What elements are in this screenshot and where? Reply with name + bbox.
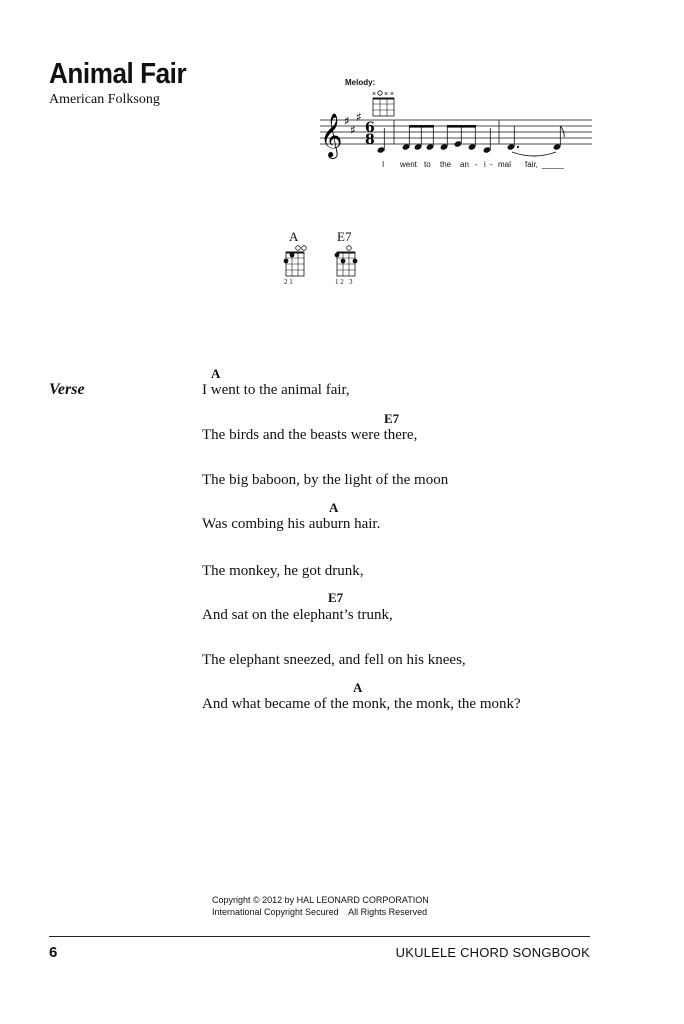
lyric-syllable: - [475,160,478,169]
lyric-line: The monkey, he got drunk, [202,563,364,579]
lyric-syllable: fair, [525,160,538,169]
page-number: 6 [49,944,58,961]
chord-diagram-name: A [289,229,299,244]
chord-fingering: 2 1 [284,278,293,286]
lyric-syllable: mal [498,160,511,169]
svg-text:×: × [384,91,389,98]
chord-symbol: A [353,680,363,695]
string-marks [372,91,394,98]
chord-diagram-name: E7 [337,229,352,244]
lyric-line: The birds and the beasts were there, [202,427,418,443]
melody-label: Melody: [345,78,376,87]
lyric-line: The elephant sneezed, and fell on his knees, [202,652,466,668]
key-signature [344,110,362,137]
chord-symbol: A [211,366,221,381]
lyric-syllable: went [400,160,417,169]
lyric-line: The big baboon, by the light of the moon [202,472,449,488]
svg-text:♯: ♯ [350,123,356,137]
lyric-syllable: - [490,160,493,169]
svg-text:8: 8 [365,132,375,148]
footer-divider [49,936,590,937]
chord-symbol: A [329,500,339,515]
svg-text:×: × [372,91,377,98]
lyric-syllable: an [460,160,469,169]
lyric-syllable: _____ [542,160,565,169]
lyric-line: And what became of the monk, the monk, the monk? [202,696,521,712]
lyric-line: Was combing his auburn hair. [202,516,381,532]
lyric-syllable: i [484,160,486,169]
song-subtitle: American Folksong [49,92,160,107]
lyric-syllable: I [382,160,385,169]
copyright-line: Copyright © 2012 by HAL LEONARD CORPORATION [212,895,429,905]
chord-symbol: E7 [384,411,400,426]
treble-clef-icon: 𝄞 [320,113,343,157]
chord-fingering: 1 2 3 [335,278,353,286]
lyric-line: I went to the animal fair, [202,382,350,398]
copyright-line: International Copyright Secured All Rights Reserved [212,907,428,917]
melody-chord-diagram [372,91,394,116]
chord-symbol: E7 [328,590,344,605]
tied-notes [507,126,565,156]
lyric-syllable: to [424,160,431,169]
lyric-syllable: the [440,160,452,169]
svg-text:×: × [390,91,395,98]
svg-text:♯: ♯ [356,110,362,124]
section-label-verse: Verse [49,381,85,398]
chord-diagram-a [282,244,310,280]
time-signature [365,120,375,148]
melody-staff [318,86,594,164]
lyric-line: And sat on the elephant’s trunk, [202,607,393,623]
svg-text:6: 6 [365,120,375,136]
svg-text:♯: ♯ [344,114,350,128]
book-title: UKULELE CHORD SONGBOOK [395,945,590,960]
song-title: Animal Fair [49,58,187,90]
chord-diagram-e7 [333,244,361,280]
